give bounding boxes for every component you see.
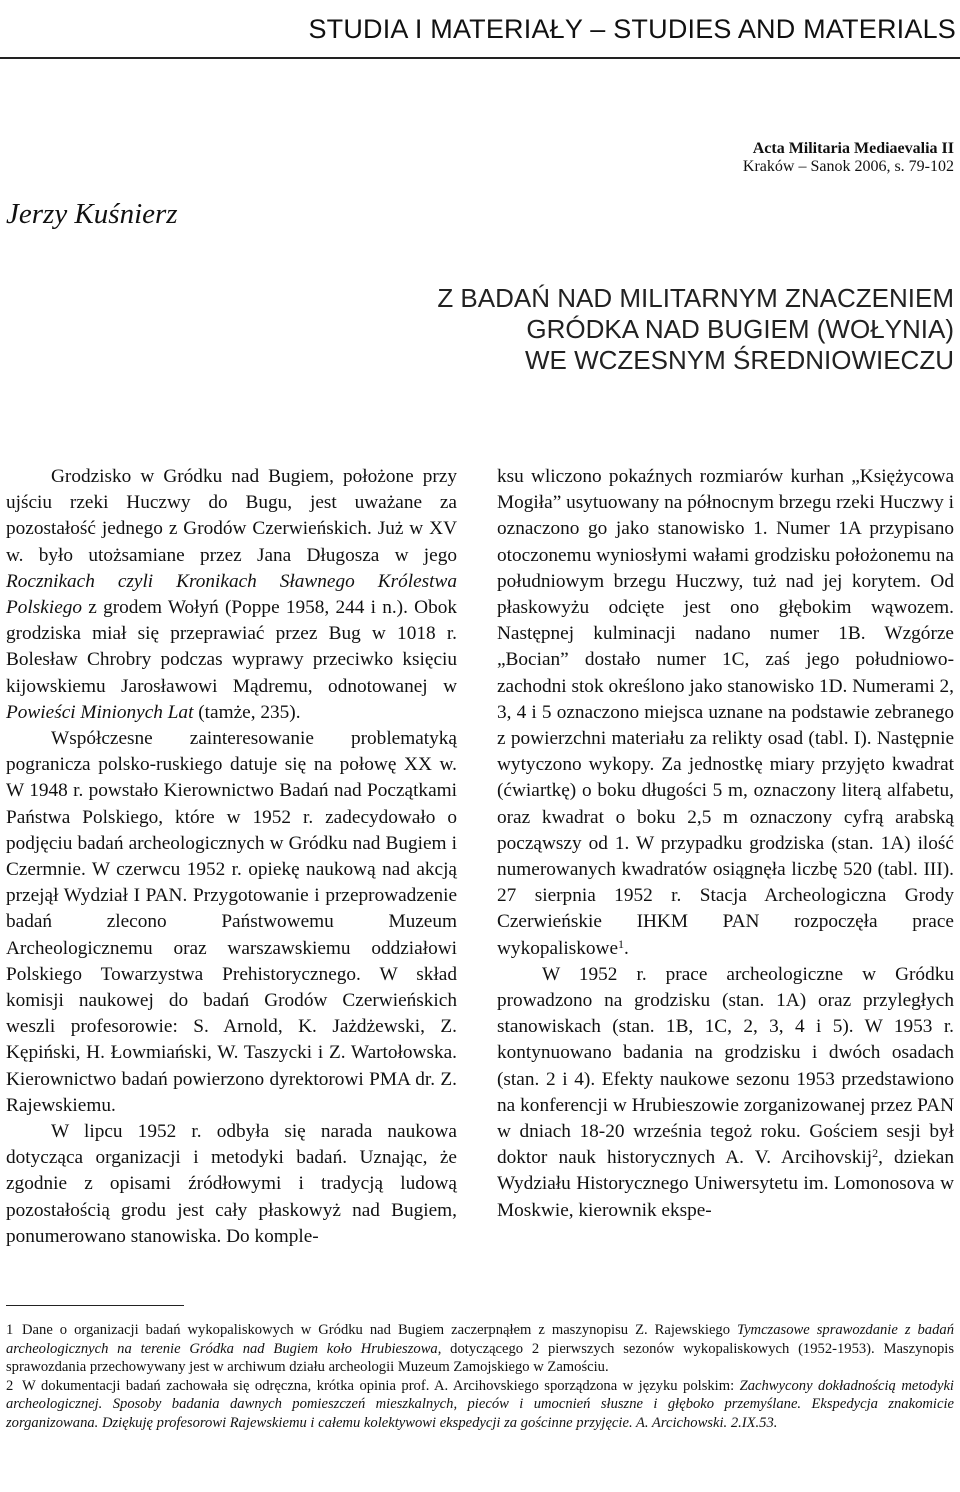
- text-run: Dane o organizacji badań wykopaliskowych w Gródku nad Bugiem zaczerpnąłem z maszynopisu Z. Rajewskiego: [22, 1322, 738, 1338]
- footnote-number: 1: [6, 1322, 14, 1338]
- italic-title: Tymczasowe sprawozdanie z badań archeologicznych na terenie Gródka nad Bugiem koło Hrubieszowa: [6, 1322, 954, 1357]
- title-line: Z BADAŃ NAD MILITARNYM ZNACZENIEM: [437, 283, 954, 313]
- text-run: Grodzisko w Gródku nad Bugiem, położone przy ujściu rzeki Huczwy do Bugu, jest uważane za pozostałość jednego z Grodów Czerwieńskich. Już w XV w. było utożsamiane przez Jana Długosza w jego: [6, 466, 457, 566]
- paragraph: [497, 962, 954, 1224]
- paragraph: W lipcu 1952 r. odbyła się narada naukowa dotycząca organizacji i metodyki badań. Uznając, że zgodnie z opisami źródłowymi i tradycją ludową pozostałością grodu jest cały płaskowyż nad Bugiem, ponumerowano stanowiska. Do komple-: [6, 1121, 457, 1247]
- italic-quote: Zachwycony dokładnością metodyki archeologicznej. Sposoby badania dawnych pomieszczeń mieszkalnych, pieców i umocnień słuszne i głęboko przemyślane. Ekspedycja znakomicie zorganizowana. Dziękuję profesorowi Rajewskiemu i całemu kolektywowi ekspedycji za gościnne przyjęcie. A. Arcichowski. 2.IX.53.: [6, 1377, 954, 1431]
- title-line: WE WCZESNYM ŚREDNIOWIECZU: [525, 345, 954, 375]
- right-column: [497, 464, 954, 1224]
- italic-title: Powieści Minionych Lat: [6, 701, 194, 723]
- footnote-rule: [6, 1305, 184, 1306]
- journal-info: [743, 140, 954, 176]
- article-title: [437, 283, 954, 376]
- left-column: [6, 464, 457, 1250]
- footnote-number: 2: [6, 1377, 14, 1394]
- paragraph: Współczesne zainteresowanie problematyką pogranicza polsko-ruskiego datuje się na połowę XX w. W 1948 r. powstało Kierownictwo Badań nad Początkami Państwa Polskiego, które w 1952 r. zadecydowało o podjęciu badań archeologicznych w Gródku nad Bugiem i Czermnie. W czerwcu 1952 r. opiekę naukową nad akcją przejął Wydział I PAN. Przygotowanie i przeprowadzenie badań zlecono Państwowemu Muzeum Archeologicznemu oraz warszawskiemu oddziałowi Polskiego Towarzystwa Prehistorycznego. W skład komisji naukowej do badań Grodów Czerwieńskich weszli profesorowie: S. Arnold, K. Jażdżewski, Z. Kępiński, H. Łowmiański, W. Taszycki i Z. Wartołowska. Kierownictwo badań powierzono dyrektorowi PMA dr. Z. Rajewskiemu.: [6, 728, 457, 1116]
- text-run: , dziekan Wydziału Historycznego Uniwersytetu im. Lomonosova w Moskwie, kierownik ekspe-: [497, 1147, 954, 1221]
- text-run: W dokumentacji badań zachowała się odręczna, krótka opinia prof. A. Arcihovskiego sporządzona w języku polskim:: [22, 1377, 740, 1394]
- footnote-ref[interactable]: 1: [618, 936, 625, 951]
- text-run: ksu wliczono pokaźnych rozmiarów kurhan „Księżycowa Mogiła” usytuowany na północnym brzegu rzeki Huczwy i oznaczono go jako stanowisko 1. Numer 1A przypisano otoczonemu wyniosłymi wałami grodzisku położonemu na południowym brzegu Huczwy, tuż nad jej korytem. Od płaskowyżu odcięte jest ono głębokim wąwozem. Następnej kulminacji nadano numer 1B. Wzgórze „Bocian” dostało numer 1C, zaś jego południowo-zachodni stok określono jako stanowisko 1D. Numerami 2, 3, 4 i 5 oznaczono miejsca uznane na podstawie zebranego z powierzchni materiału za relikty osad (tabl. I). Następnie wytyczono wykopy. Za jednostkę miary przyjęto kwadrat (ćwiartkę) o boku długości 5 m, oznaczony literą alfabetu, oraz kwadrat o boku 2,5 m oznaczony cyfrą arabską począwszy od 1. W przypadku grodziska (stan. 1A) ilość numerowanych kwadratów osiągnęła liczbę 520 (tabl. III). 27 sierpnia 1952 r. Stacja Archeologiczna Grody Czerwieńskie IHKM PAN rozpoczęła prace wykopaliskowe: [497, 466, 954, 959]
- footnote-ref[interactable]: 2: [872, 1146, 879, 1161]
- footnotes: [6, 1321, 954, 1433]
- italic-title: Rocznikach czyli Kronikach Sławnego Królestwa Polskiego: [6, 570, 457, 619]
- text-run: z grodem Wołyń (Poppe 1958, 244 i n.). Obok grodziska miał się przeprawiać przez Bug w 1018 r. Bolesław Chrobry podczas wyprawy przeciwko księciu kijowskiemu Jarosławowi Mądremu, odnotowanej w: [6, 597, 457, 697]
- paragraph: [6, 464, 457, 726]
- running-title: STUDIA I MATERIAŁY – STUDIES AND MATERIALS: [308, 14, 956, 44]
- text-run: , dotyczącego 2 pierwszych sezonów wykopaliskowych (1952-1953). Maszynopis sprawozdania przechowywany jest w archiwum działu archeologii Muzeum Zamojskiego w Zamościu.: [6, 1340, 955, 1376]
- text-run: .: [624, 937, 629, 959]
- journal-place: Kraków – Sanok 2006, s. 79-102: [742, 158, 954, 175]
- text-run: (tamże, 235).: [193, 701, 301, 723]
- header-rule: [0, 57, 960, 59]
- footnote: [6, 1321, 954, 1377]
- paragraph: [497, 464, 954, 962]
- footnote: [6, 1377, 954, 1433]
- title-line: GRÓDKA NAD BUGIEM (WOŁYNIA): [526, 314, 954, 344]
- journal-name: Acta Militaria Mediaevalia II: [752, 140, 954, 157]
- author-name: Jerzy Kuśnierz: [6, 198, 178, 230]
- text-run: W 1952 r. prace archeologiczne w Gródku prowadzono na grodzisku (stan. 1A) oraz przyległych stanowiskach (stan. 1B, 1C, 2, 3, 4 i 5). W 1953 r. kontynuowano badania na grodzisku i dwóch osadach (stan. 2 i 4). Efekty naukowe sezonu 1953 przedstawiono na konferencji w Hrubieszowie zorganizowanej przez PAN w dniach 18-20 września tegoż roku. Gościem sesji był doktor nauk historycznych A. V. Arcihovskij: [497, 963, 954, 1169]
